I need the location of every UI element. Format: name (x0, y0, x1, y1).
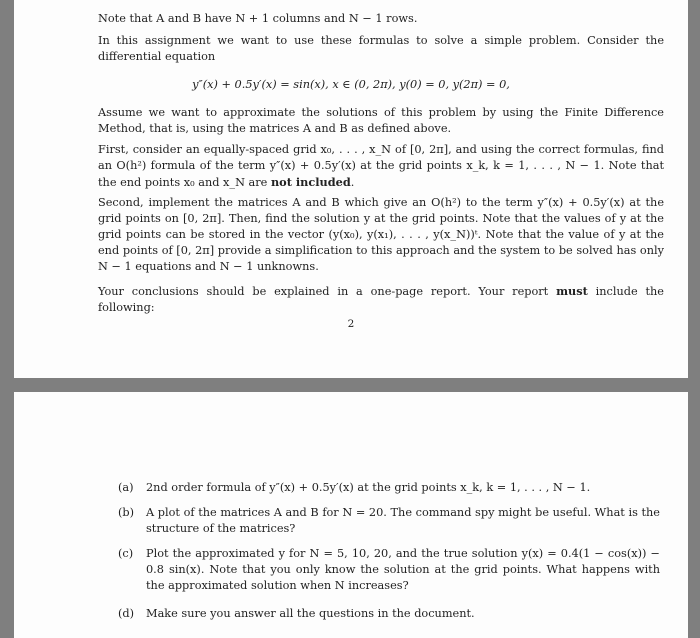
list-item-a (120, 480, 660, 496)
differential-equation: y″(x) + 0.5y′(x) = sin(x), x ∈ (0, 2π), y(0) = 0, y(2π) = 0, (192, 78, 510, 91)
paragraph-1: Note that A and B have N + 1 columns and N − 1 rows. (98, 12, 418, 25)
paragraph-4-text: First, consider an equally-spaced grid x₀, . . . , x_N of [0, 2π], and using the correct formulas, find an O(h²) formula of the term y″(x) + 0.5y′(x) at the grid points x_k, k = 1, . . . , N − 1. Note that the end points x₀ and x_N are (98, 143, 664, 189)
paragraph-3: Assume we want to approximate the solutions of this problem by using the Finite Difference Method, that is, using the matrices A and B as defined above. (98, 106, 664, 135)
list-item-c (120, 546, 660, 594)
document-page-1 (14, 0, 688, 378)
list-item-label: (b) (118, 506, 135, 519)
paragraph-2: In this assignment we want to use these formulas to solve a simple problem. Consider the differential equation (98, 34, 664, 63)
document-page-2 (14, 392, 688, 638)
list-item-text: A plot of the matrices A and B for N = 20. The command spy might be useful. What is the structure of the matrices? (146, 506, 660, 535)
list-item-text: 2nd order formula of y″(x) + 0.5y′(x) at the grid points x_k, k = 1, . . . , N − 1. (146, 481, 591, 494)
list-item-b (120, 505, 660, 537)
paragraph-6-bold: must (556, 284, 588, 298)
paragraph-4-bold: not included (270, 175, 351, 189)
paragraph-5: Second, implement the matrices A and B which give an O(h²) to the term y″(x) + 0.5y′(x) at the grid points on [0, 2π]. Then, find the solution y at the grid points. Note that the values of y at the grid points can be stored in the vector (y(x₀), y(x₁), . . . , y(x_N))ᵗ. Note that the value of y at the end points of [0, 2π] provide a simplification to this approach and the system to be solved has only N − 1 equations and N − 1 unknowns. (98, 196, 664, 273)
paragraph-4 (98, 142, 664, 191)
list-item-text: Plot the approximated y for N = 5, 10, 20, and the true solution y(x) = 0.4(1 − cos(x)) − 0.8 sin(x). Note that you only know the solution at the grid points. What happens with the approximated solution when N increases? (146, 547, 660, 592)
list-item-text: Make sure you answer all the questions in the document. (146, 607, 475, 620)
paragraph-4-end: . (350, 176, 355, 189)
list-item-label: (d) (118, 607, 135, 620)
paragraph-6-text: Your conclusions should be explained in a one-page report. Your report (98, 285, 557, 298)
page-number: 2 (347, 318, 355, 330)
list-item-label: (a) (118, 481, 134, 494)
paragraph-6-end: include the following: (98, 285, 664, 314)
list-item-label: (c) (118, 547, 134, 560)
paragraph-6 (98, 283, 664, 316)
list-item-d (120, 606, 660, 622)
